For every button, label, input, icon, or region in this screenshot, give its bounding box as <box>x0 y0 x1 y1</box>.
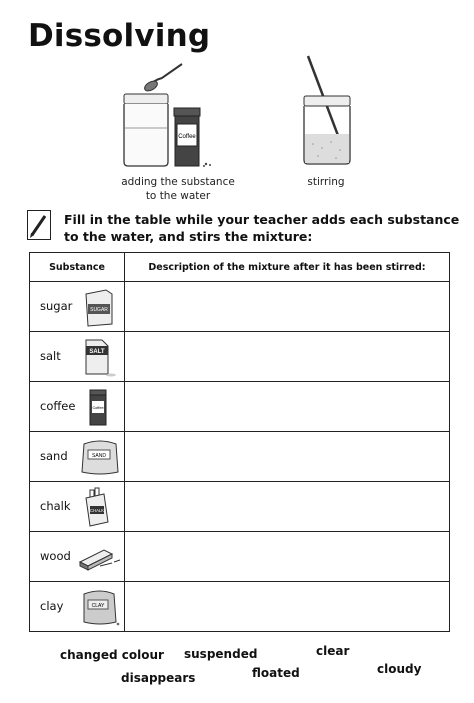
sugar-pack-icon <box>78 286 118 328</box>
table-row <box>30 382 450 432</box>
pencil-icon <box>27 210 51 240</box>
chalk-box-icon <box>78 486 118 528</box>
table-row <box>30 332 450 382</box>
description-cell[interactable] <box>125 382 450 432</box>
substance-header: Substance <box>30 253 125 282</box>
description-cell[interactable] <box>125 582 450 632</box>
substance-name: coffee <box>40 399 76 413</box>
svg-text:SUGAR: SUGAR <box>90 307 108 313</box>
svg-text:SAND: SAND <box>92 453 106 459</box>
svg-text:CLAY: CLAY <box>91 603 105 609</box>
coffee-jar-icon <box>78 386 118 428</box>
svg-text:Coffee: Coffee <box>92 406 104 410</box>
word-bank-item: suspended <box>184 647 258 661</box>
page-title: Dissolving <box>28 18 211 54</box>
table-row <box>30 432 450 482</box>
description-cell[interactable] <box>125 282 450 332</box>
adding-caption: adding the substance to the water <box>121 176 235 202</box>
table-row <box>30 532 450 582</box>
table-row <box>30 282 450 332</box>
mixture-table <box>29 252 450 632</box>
wood-block-icon <box>78 536 122 578</box>
word-bank-item: clear <box>316 644 350 658</box>
stirring-caption: stirring <box>307 176 345 188</box>
description-cell[interactable] <box>125 482 450 532</box>
word-bank-item: changed colour <box>60 648 164 662</box>
substance-name: wood <box>40 549 71 563</box>
jar-label: Coffee <box>178 134 196 140</box>
svg-text:CHALK: CHALK <box>90 508 104 513</box>
clay-bag-icon <box>78 586 122 628</box>
word-bank-item: floated <box>252 666 300 680</box>
sand-bag-icon <box>78 436 122 478</box>
substance-name: salt <box>40 349 61 363</box>
svg-text:SALT: SALT <box>89 349 105 355</box>
description-header: Description of the mixture after it has been stirred: <box>125 253 450 282</box>
table-row <box>30 582 450 632</box>
description-cell[interactable] <box>125 532 450 582</box>
substance-name: sand <box>40 449 68 463</box>
salt-pack-icon <box>78 336 118 378</box>
description-cell[interactable] <box>125 432 450 482</box>
word-bank-item: disappears <box>121 671 196 685</box>
substance-name: clay <box>40 599 64 613</box>
description-cell[interactable] <box>125 332 450 382</box>
adding-substance-illustration <box>118 58 238 173</box>
instruction-text: Fill in the table while your teacher adds each substance to the water, and stirs the mixture: <box>64 212 460 244</box>
table-row <box>30 482 450 532</box>
substance-name: chalk <box>40 499 71 513</box>
word-bank-item: cloudy <box>377 662 422 676</box>
stirring-illustration <box>298 52 368 172</box>
substance-name: sugar <box>40 299 73 313</box>
